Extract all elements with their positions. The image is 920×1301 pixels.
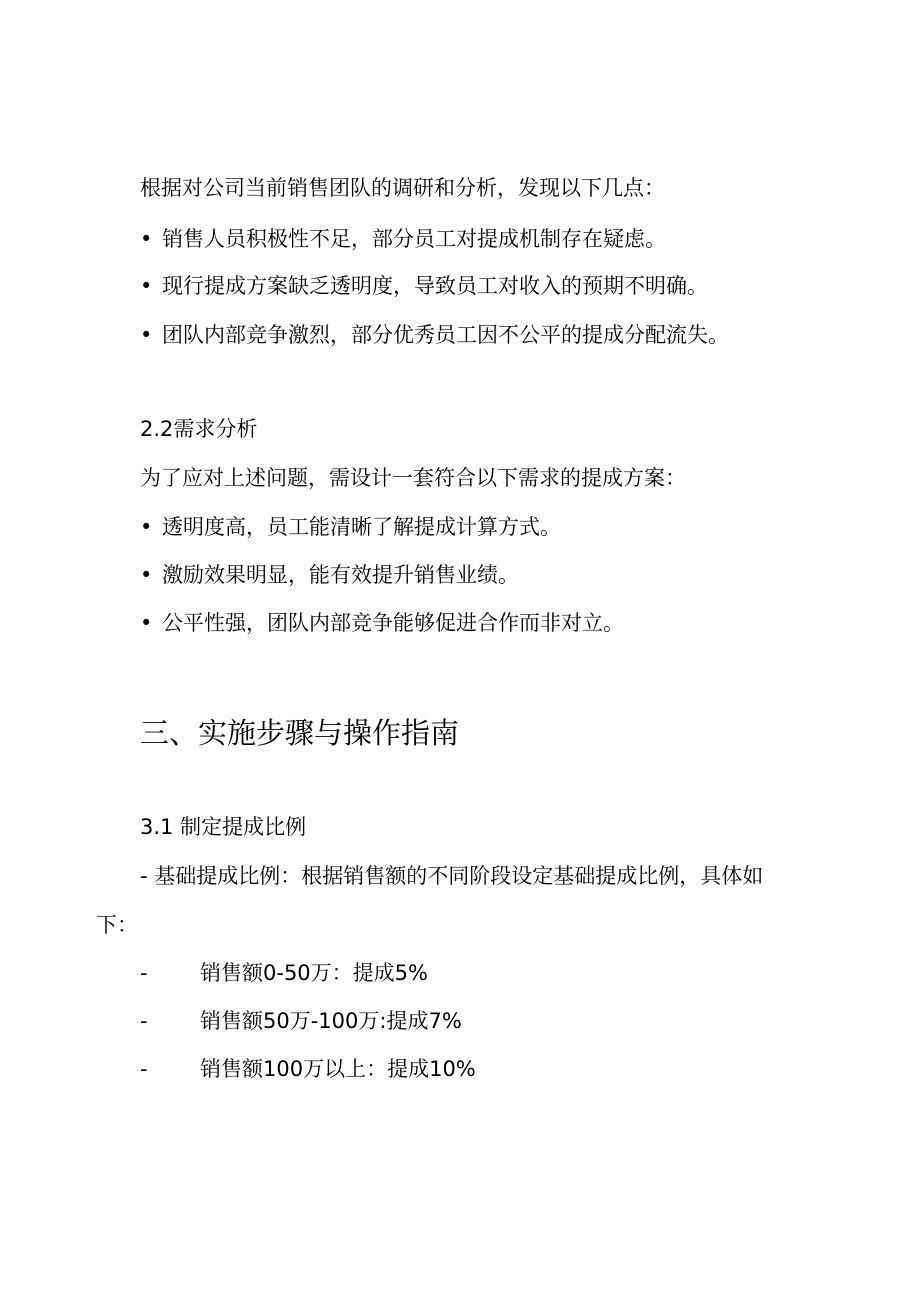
dash-icon: - [140,1057,148,1081]
finding-text: 销售人员积极性不足，部分员工对提成机制存在疑虑。 [162,227,666,251]
finding-item [140,224,666,254]
base-rate-paragraph-line-1: - 基础提成比例：根据销售额的不同阶段设定基础提成比例，具体如 [140,864,764,888]
requirement-text: 透明度高，员工能清晰了解提成计算方式。 [162,515,561,539]
requirement-item [140,512,561,542]
tier-item [140,1006,462,1036]
bullet-icon: • [140,515,153,539]
finding-text: 团队内部竞争激烈，部分优秀员工因不公平的提成分配流失。 [162,323,729,347]
requirement-item [140,608,624,638]
finding-item [140,320,729,350]
tier-text: 销售额100万以上：提成10% [200,1057,476,1081]
dash-icon: - [140,1009,148,1033]
section-3-1-title: 3.1 制定提成比例 [140,815,307,839]
bullet-icon: • [140,611,153,635]
tier-text: 销售额0-50万：提成5% [200,961,428,985]
bullet-icon: • [140,323,153,347]
requirement-text: 激励效果明显，能有效提升销售业绩。 [162,563,519,587]
base-rate-paragraph-line-2: 下： [96,913,138,937]
bullet-icon: • [140,563,153,587]
section-3-heading: 三、实施步骤与操作指南 [140,716,460,750]
requirement-item [140,560,519,590]
section-2-2-title: 2.2需求分析 [140,417,258,441]
dash-icon: - [140,961,148,985]
finding-text: 现行提成方案缺乏透明度，导致员工对收入的预期不明确。 [162,274,708,298]
finding-item [140,271,708,301]
requirement-text: 公平性强，团队内部竞争能够促进合作而非对立。 [162,611,624,635]
bullet-icon: • [140,274,153,298]
intro-paragraph: 根据对公司当前销售团队的调研和分析，发现以下几点： [140,176,665,200]
section-2-2-lead: 为了应对上述问题，需设计一套符合以下需求的提成方案： [140,466,686,490]
bullet-icon: • [140,227,153,251]
tier-text: 销售额50万-100万:提成7% [200,1009,462,1033]
tier-item [140,1054,476,1084]
tier-item [140,958,428,988]
